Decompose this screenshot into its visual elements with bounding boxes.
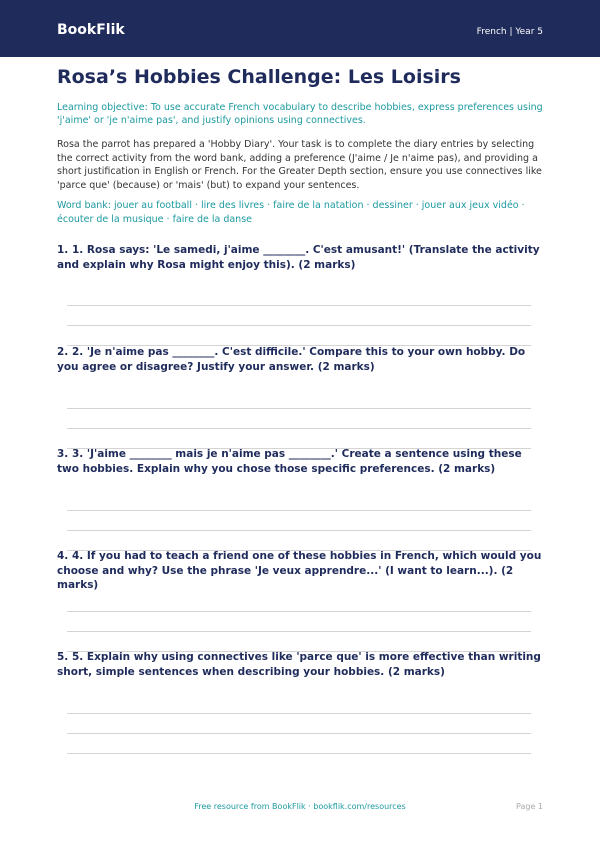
footer-text: Free resource from BookFlik · bookflik.com/resources bbox=[194, 802, 406, 811]
answer-line[interactable] bbox=[67, 713, 531, 714]
question-1: 1. 1. Rosa says: 'Le samedi, j'aime ________. C'est amusant!' (Translate the activity and explain why Rosa might enjoy this). (2 marks) bbox=[57, 244, 540, 271]
answer-line[interactable] bbox=[67, 631, 531, 632]
answer-line[interactable] bbox=[67, 611, 531, 612]
answer-line[interactable] bbox=[67, 428, 531, 429]
question-3: 3. 3. 'J'aime ________ mais je n'aime pas ________.' Create a sentence using these two hobbies. Explain why you chose those specific preferences. (2 marks) bbox=[57, 448, 522, 475]
answer-line[interactable] bbox=[67, 530, 531, 531]
answer-line[interactable] bbox=[67, 753, 531, 754]
page-number: Page 1 bbox=[516, 802, 543, 811]
page-title: Rosa’s Hobbies Challenge: Les Loisirs bbox=[57, 66, 461, 88]
word-bank: Word bank: jouer au football · lire des livres · faire de la natation · dessiner · jouer aux jeux vidéo · écouter de la musique · faire de la danse bbox=[57, 200, 525, 225]
answer-line[interactable] bbox=[67, 325, 531, 326]
subject-year-label: French | Year 5 bbox=[476, 27, 543, 37]
learning-objective: Learning objective: To use accurate French vocabulary to describe hobbies, express preferences using 'j'aime' or 'je n'aime pas', and justify opinions using connectives. bbox=[57, 102, 543, 126]
question-2: 2. 2. 'Je n'aime pas ________. C'est difficile.' Compare this to your own hobby. Do you agree or disagree? Justify your answer. (2 marks) bbox=[57, 346, 526, 373]
question-4: 4. 4. If you had to teach a friend one of these hobbies in French, which would you choose and why? Use the phrase 'Je veux apprendre...' (I want to learn...). (2 marks) bbox=[57, 550, 542, 591]
header-bar bbox=[0, 0, 600, 57]
answer-line[interactable] bbox=[67, 305, 531, 306]
answer-line[interactable] bbox=[67, 510, 531, 511]
intro-text: Rosa the parrot has prepared a 'Hobby Diary'. Your task is to complete the diary entries by selecting the correct activity from the word bank, adding a preference (J'aime / Je n'aime pas), and providing a short justification in English or French. For the Greater Depth section, ensure you use connectives like 'parce que' (because) or 'mais' (but) to expand your sentences. bbox=[57, 139, 542, 191]
answer-line[interactable] bbox=[67, 408, 531, 409]
brand-logo: BookFlik bbox=[57, 22, 125, 38]
question-5: 5. 5. Explain why using connectives like 'parce que' is more effective than writing short, simple sentences when describing your hobbies. (2 marks) bbox=[57, 651, 541, 678]
answer-line[interactable] bbox=[67, 733, 531, 734]
